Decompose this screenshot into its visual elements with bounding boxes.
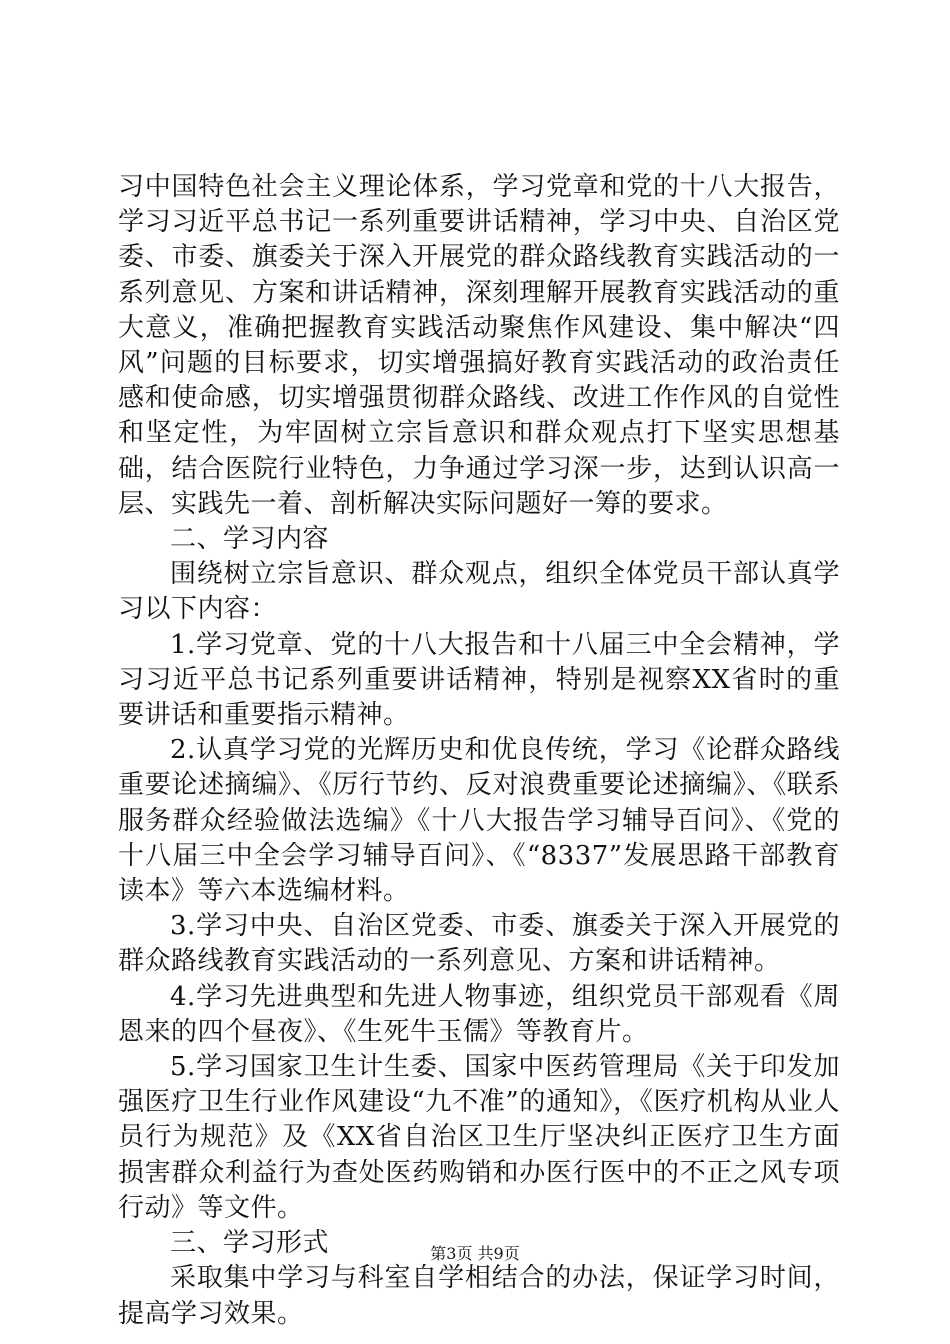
document-body <box>118 170 840 1332</box>
list-item-3: 3.学习中央、自治区党委、市委、旗委关于深入开展党的群众路线教育实践活动的一系列意见、方案和讲话精神。 <box>118 911 840 977</box>
paragraph-learning-form: 采取集中学习与科室自学相结合的办法，保证学习时间，提高学习效果。 <box>118 1263 840 1329</box>
list-item-1: 1.学习党章、党的十八大报告和十八届三中全会精神，学习习近平总书记系列重要讲话精神，特别是视察XX省时的重要讲话和重要指示精神。 <box>118 629 840 731</box>
list-item-2: 2.认真学习党的光辉历史和优良传统，学习《论群众路线重要论述摘编》、《厉行节约、反对浪费重要论述摘编》、《联系服务群众经验做法选编》《十八大报告学习辅导百问》、《党的十八届三中全会学习辅导百问》、《“8337”发展思路干部教育读本》等六本选编材料。 <box>118 735 840 907</box>
section-heading-learning-content: 二、学习内容 <box>170 524 330 555</box>
paragraph-continuation: 习中国特色社会主义理论体系，学习党章和党的十八大报告，学习习近平总书记一系列重要讲话精神，学习中央、自治区党委、市委、旗委关于深入开展党的群众路线教育实践活动的一系列意见、方案和讲话精神，深刻理解开展教育实践活动的重大意义，准确把握教育实践活动聚焦作风建设、集中解决“四风”问题的目标要求，切实增强搞好教育实践活动的政治责任感和使命感，切实增强贯彻群众路线、改进工作作风的自觉性和坚定性，为牢固树立宗旨意识和群众观点打下坚实思想基础，结合医院行业特色，力争通过学习深一步，达到认识高一层、实践先一着、剖析解决实际问题好一筹的要求。 <box>118 172 840 519</box>
paragraph-intro: 围绕树立宗旨意识、群众观点，组织全体党员干部认真学习以下内容： <box>118 559 840 625</box>
list-item-5: 5.学习国家卫生计生委、国家中医药管理局《关于印发加强医疗卫生行业作风建设“九不准”的通知》，《医疗机构从业人员行为规范》及《XX省自治区卫生厅坚决纠正医疗卫生方面损害群众利益行为查处医药购销和办医行医中的不正之风专项行动》等文件。 <box>118 1052 840 1223</box>
section-heading-learning-form: 三、学习形式 <box>170 1228 330 1259</box>
list-item-4: 4.学习先进典型和先进人物事迹，组织党员干部观看《周恩来的四个昼夜》、《生死牛玉儒》等教育片。 <box>118 981 840 1047</box>
page-number-footer: 第3页 共9页 <box>430 1244 520 1263</box>
